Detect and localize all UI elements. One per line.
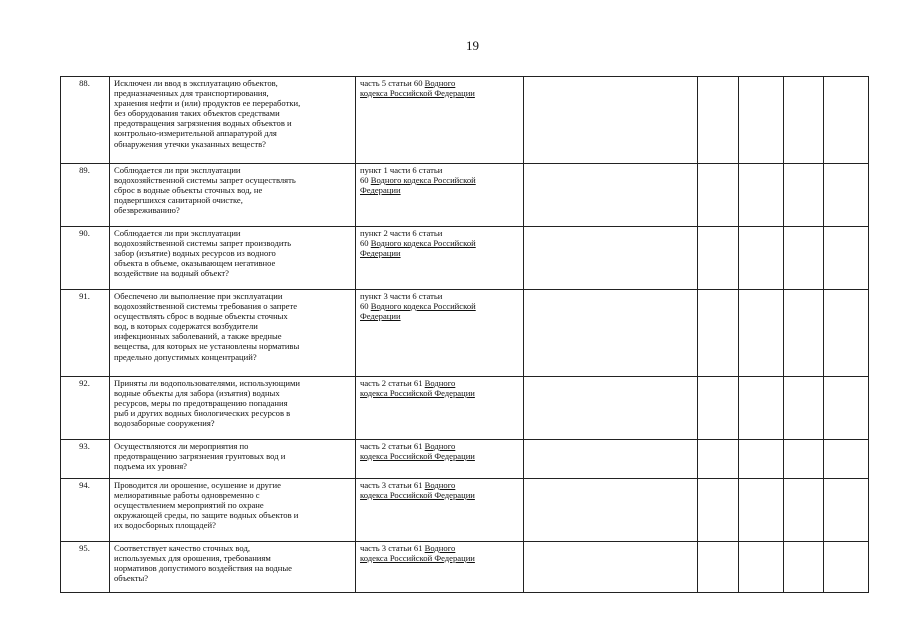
table-row (61, 227, 869, 290)
table-row (61, 377, 869, 440)
reference-link[interactable]: Водного кодекса Российской Федерации (360, 378, 475, 399)
legal-reference (356, 290, 524, 377)
answer-cell (698, 164, 739, 227)
legal-reference (356, 440, 524, 479)
reference-link[interactable]: Водного кодекса Российской Федерации (360, 238, 476, 259)
answer-cell (784, 227, 824, 290)
answer-cell (524, 164, 698, 227)
row-number: 92. (61, 377, 110, 440)
answer-cell (698, 290, 739, 377)
answer-cell (739, 290, 784, 377)
answer-cell (739, 77, 784, 164)
answer-cell (698, 440, 739, 479)
reference-link[interactable]: Водного кодекса Российской Федерации (360, 175, 476, 196)
reference-text: часть 3 статьи 61 (360, 543, 425, 553)
answer-cell (739, 227, 784, 290)
reference-link[interactable]: Водного кодекса Российской Федерации (360, 301, 476, 322)
legal-reference (356, 164, 524, 227)
reference-text: пункт 1 части 6 статьи 60 (360, 165, 443, 186)
answer-cell (784, 77, 824, 164)
legal-reference (356, 542, 524, 593)
reference-text: пункт 2 части 6 статьи 60 (360, 228, 443, 249)
reference-link[interactable]: Водного кодекса Российской Федерации (360, 78, 475, 99)
page-number: 19 (466, 38, 479, 53)
question-text: Исключен ли ввод в эксплуатацию объектов, предназначенных для транспортирования, хранения нефти и (или) продуктов ее переработки, без оборудования таких объектов средствами предотвращения загрязнения водных объектов и контрольно-измерительной аппаратурой для обнаружения утечки указанных веществ? (110, 77, 356, 164)
reference-text: часть 3 статьи 61 (360, 480, 425, 490)
answer-cell (784, 377, 824, 440)
table-row (61, 479, 869, 542)
answer-cell (698, 227, 739, 290)
reference-link[interactable]: Водного кодекса Российской Федерации (360, 441, 475, 462)
answer-cell (524, 542, 698, 593)
answer-cell (524, 227, 698, 290)
answer-cell (698, 77, 739, 164)
question-text: Соблюдается ли при эксплуатации водохозяйственной системы запрет осуществлять сброс в водные объекты сточных вод, не подвергшихся санитарной очистке, обезвреживанию? (110, 164, 356, 227)
answer-cell (524, 290, 698, 377)
table-row (61, 290, 869, 377)
answer-cell (524, 479, 698, 542)
question-text: Проводится ли орошение, осушение и другие мелиоративные работы одновременно с осуществлением мероприятий по охране окружающей среды, по защите водных объектов и их водосборных площадей? (110, 479, 356, 542)
answer-cell (739, 440, 784, 479)
answer-cell (784, 290, 824, 377)
answer-cell (824, 542, 869, 593)
answer-cell (698, 377, 739, 440)
row-number: 88. (61, 77, 110, 164)
reference-text: часть 5 статьи 60 (360, 78, 425, 88)
answer-cell (824, 227, 869, 290)
answer-cell (824, 290, 869, 377)
answer-cell (824, 77, 869, 164)
answer-cell (824, 479, 869, 542)
question-text: Соблюдается ли при эксплуатации водохозяйственной системы запрет производить забор (изъятие) водных ресурсов из водного объекта в объеме, оказывающем негативное воздействие на водный объект? (110, 227, 356, 290)
answer-cell (824, 377, 869, 440)
legal-reference (356, 227, 524, 290)
answer-cell (698, 479, 739, 542)
row-number: 91. (61, 290, 110, 377)
question-text: Осуществляются ли мероприятия по предотвращению загрязнения грунтовых вод и подъема их уровня? (110, 440, 356, 479)
answer-cell (739, 164, 784, 227)
row-number: 89. (61, 164, 110, 227)
reference-text: пункт 3 части 6 статьи 60 (360, 291, 443, 312)
answer-cell (524, 440, 698, 479)
answer-cell (784, 164, 824, 227)
reference-link[interactable]: Водного кодекса Российской Федерации (360, 480, 475, 501)
table-row (61, 77, 869, 164)
answer-cell (524, 77, 698, 164)
answer-cell (524, 377, 698, 440)
table-row (61, 542, 869, 593)
answer-cell (824, 164, 869, 227)
legal-reference (356, 377, 524, 440)
answer-cell (698, 542, 739, 593)
answer-cell (739, 377, 784, 440)
question-text: Приняты ли водопользователями, использующими водные объекты для забора (изъятия) водных ресурсов, меры по предотвращению попадания рыб и других водных биологических ресурсов в водозаборные сооружения? (110, 377, 356, 440)
row-number: 95. (61, 542, 110, 593)
question-text: Соответствует качество сточных вод, используемых для орошения, требованиям нормативов допустимого воздействия на водные объекты? (110, 542, 356, 593)
reference-text: часть 2 статьи 61 (360, 378, 425, 388)
checklist-table (60, 76, 869, 593)
question-text: Обеспечено ли выполнение при эксплуатации водохозяйственной системы требования о запрете осуществлять сброс в водные объекты сточных вод, в которых содержатся возбудители инфекционных заболеваний, а также вредные вещества, для которых не установлены нормативы предельно допустимых концентраций? (110, 290, 356, 377)
reference-link[interactable]: Водного кодекса Российской Федерации (360, 543, 475, 564)
answer-cell (784, 440, 824, 479)
answer-cell (824, 440, 869, 479)
answer-cell (739, 542, 784, 593)
table-row (61, 440, 869, 479)
table-row (61, 164, 869, 227)
answer-cell (784, 542, 824, 593)
row-number: 94. (61, 479, 110, 542)
row-number: 90. (61, 227, 110, 290)
legal-reference (356, 479, 524, 542)
answer-cell (784, 479, 824, 542)
row-number: 93. (61, 440, 110, 479)
legal-reference (356, 77, 524, 164)
reference-text: часть 2 статьи 61 (360, 441, 425, 451)
answer-cell (739, 479, 784, 542)
